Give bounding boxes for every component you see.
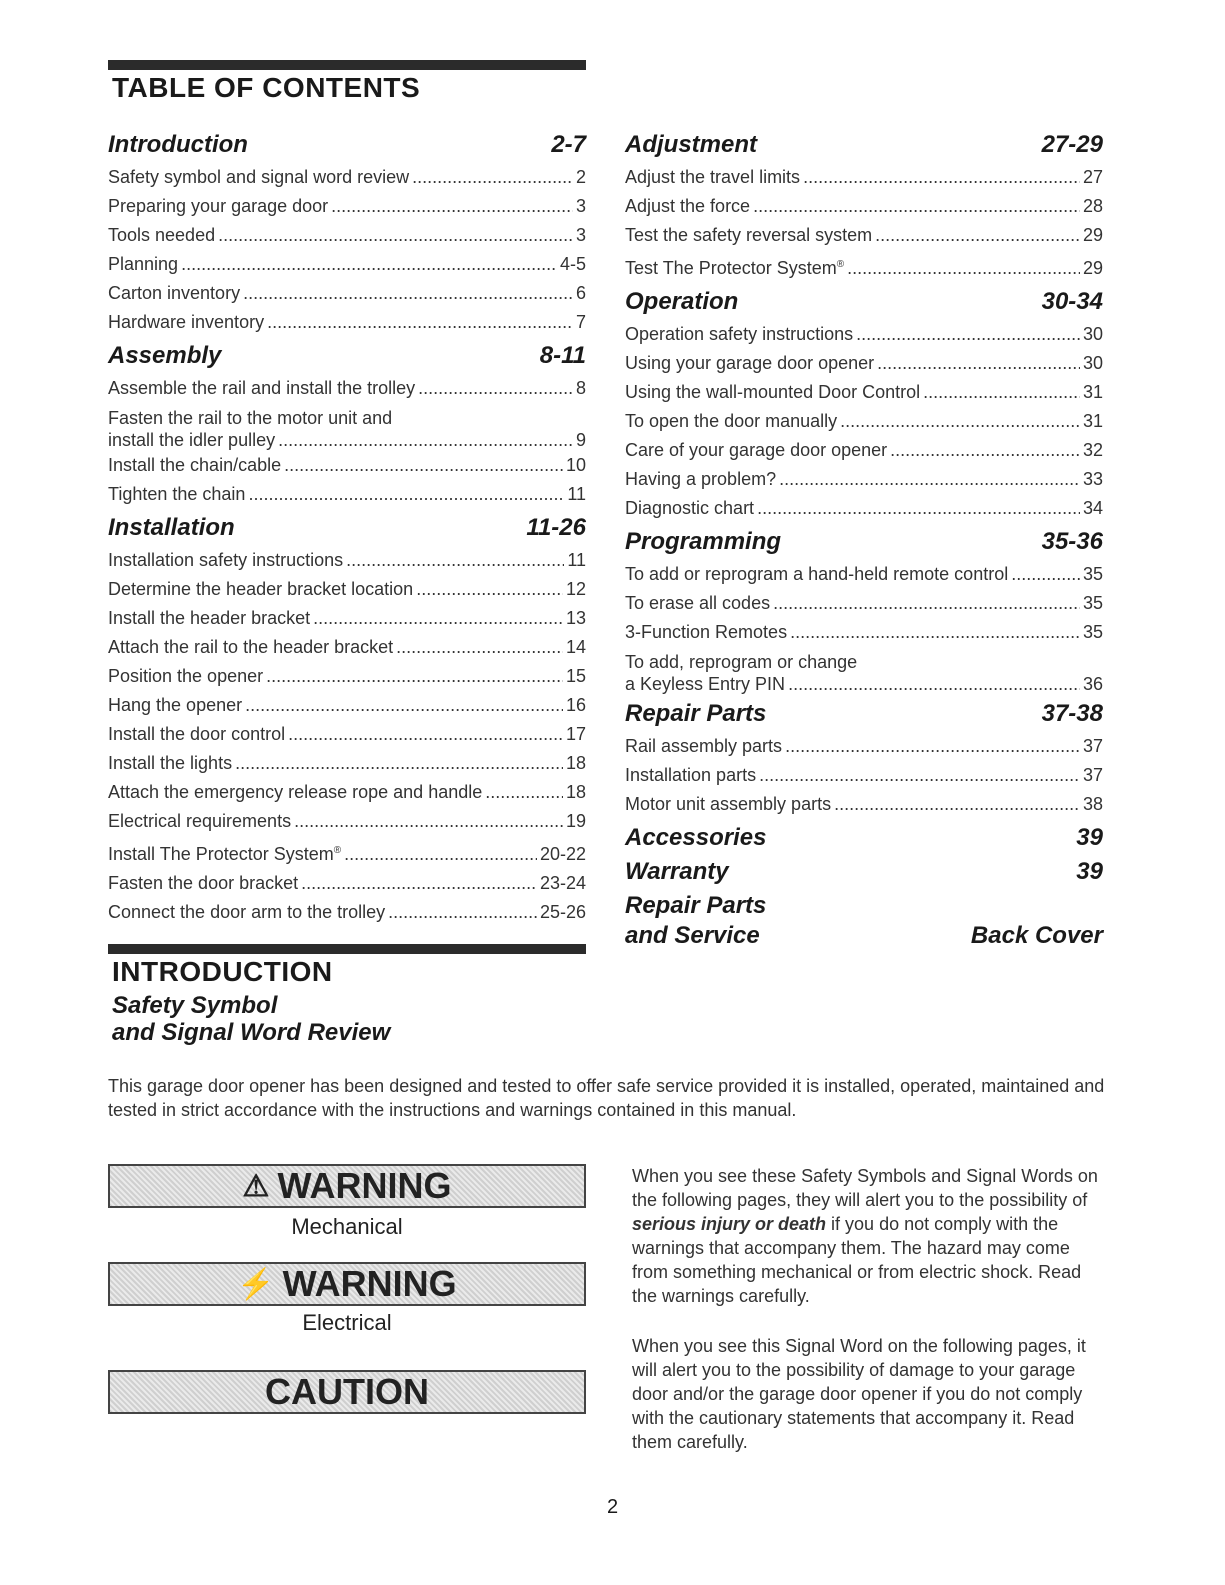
toc-section-heading [625, 527, 1103, 557]
toc-entry-page: 25-26 [539, 902, 586, 922]
toc-leader-dots [235, 749, 563, 778]
warning-label-electrical: WARNING [282, 1263, 457, 1304]
toc-section-title [625, 527, 781, 557]
toc-entry-text: Test the safety reversal system [625, 225, 873, 245]
toc-entry [625, 163, 1103, 192]
toc-leader-dots [785, 732, 1080, 761]
toc-entry-text-line2: install the idler pulley [108, 430, 276, 450]
toc-section-heading [625, 130, 1103, 160]
para1-text-c: if you do not comply with the warnings that accompany them. The hazard may come from something mechanical or from electric shock. Read the warnings carefully. [632, 1214, 1082, 1306]
toc-entry [108, 633, 586, 662]
toc-section-pages: 39 [1076, 858, 1103, 885]
toc-leader-dots [288, 720, 563, 749]
toc-entry-page: 28 [1082, 196, 1103, 216]
toc-entry [108, 250, 586, 279]
toc-leader-dots [877, 349, 1080, 378]
toc-section-title [625, 823, 766, 853]
toc-entry-text: To add, reprogram or change [625, 652, 858, 672]
toc-entry [625, 761, 1103, 790]
toc-section-title [625, 857, 729, 887]
toc-entry-page: 3 [575, 196, 586, 216]
toc-entry-page: 30 [1082, 353, 1103, 373]
intro-paragraph: This garage door opener has been designed and tested to offer safe service provided it is installed, operated, maintained and tested in strict accordance with the instructions and warnings contained in this manual. [108, 1076, 1105, 1120]
toc-section-title [108, 341, 221, 371]
toc-entry-text: Attach the emergency release rope and handle [108, 782, 483, 802]
toc-entry [625, 465, 1103, 494]
toc-entry [625, 221, 1103, 250]
toc-entry-text: Adjust the travel limits [625, 167, 801, 187]
toc-top-rule [108, 60, 586, 70]
toc-leader-dots [313, 604, 563, 633]
toc-section-title [625, 130, 757, 160]
toc-entry-text: Install The Protector System® [108, 844, 342, 864]
intro-rule [108, 944, 586, 954]
toc-entry-page: 29 [1082, 258, 1103, 278]
para1-text-a: When you see these Safety Symbols and Signal Words on the following pages, they will alert you to the possibility of [632, 1166, 1098, 1210]
toc-entry-page: 32 [1082, 440, 1103, 460]
toc-entry-text: Hang the opener [108, 695, 243, 715]
toc-leader-dots [834, 790, 1080, 819]
toc-entry-text-line2: a Keyless Entry PIN [625, 674, 786, 694]
toc-left-column [108, 126, 586, 927]
toc-entry-text: Assemble the rail and install the trolley [108, 378, 416, 398]
toc-entry-page: 36 [1082, 674, 1103, 694]
toc-leader-dots [331, 192, 573, 221]
toc-section-heading [625, 891, 1103, 951]
toc-section-pages: 2-7 [551, 131, 586, 158]
toc-leader-dots [278, 429, 573, 451]
toc-entry [108, 163, 586, 192]
toc-leader-dots [418, 374, 573, 403]
toc-section-pages: 11-26 [526, 514, 586, 541]
toc-leader-dots [790, 618, 1080, 647]
toc-leader-dots [284, 451, 563, 480]
toc-entry-page: 2 [575, 167, 586, 187]
toc-leader-dots [181, 250, 557, 279]
toc-entry-text: Attach the rail to the header bracket [108, 637, 394, 657]
toc-leader-dots [773, 589, 1080, 618]
toc-section-title-text: Installation [108, 514, 235, 541]
toc-section-pages: 27-29 [1041, 131, 1103, 158]
toc-section-heading [625, 857, 1103, 887]
toc-entry-text: To add or reprogram a hand-held remote control [625, 564, 1009, 584]
toc-entry [625, 320, 1103, 349]
toc-entry-text: Tighten the chain [108, 484, 246, 504]
toc-entry-text: Diagnostic chart [625, 498, 755, 518]
toc-entry-page: 14 [565, 637, 586, 657]
electric-shock-triangle-icon: ⚡ [237, 1267, 275, 1301]
toc-entry-page: 35 [1082, 593, 1103, 613]
toc-entry [625, 349, 1103, 378]
toc-leader-dots [412, 163, 573, 192]
toc-entry [108, 807, 586, 836]
toc-entry-page: 12 [565, 579, 586, 599]
toc-section-heading [108, 341, 586, 371]
toc-entry-text: To erase all codes [625, 593, 771, 613]
toc-entry [108, 749, 586, 778]
toc-section-title-text: Programming [625, 528, 782, 555]
toc-entry [625, 407, 1103, 436]
registered-mark: ® [836, 259, 845, 270]
toc-section-title [625, 891, 766, 951]
toc-entry [108, 279, 586, 308]
toc-entry-text: Fasten the door bracket [108, 873, 299, 893]
toc-entry [108, 662, 586, 691]
page-number: 2 [606, 1496, 619, 1518]
toc-entry-text: Carton inventory [108, 283, 241, 303]
toc-section-heading [625, 287, 1103, 317]
toc-section-title-text: Repair Parts [625, 892, 767, 919]
toc-section-title [108, 130, 248, 160]
toc-entry [625, 378, 1103, 407]
toc-entry-text: Determine the header bracket location [108, 579, 414, 599]
toc-leader-dots [757, 494, 1080, 523]
toc-section-pages: 35-36 [1041, 528, 1103, 555]
toc-section-pages: 37-38 [1041, 700, 1103, 727]
toc-entry-text: Position the opener [108, 666, 264, 686]
toc-leader-dots [388, 898, 537, 927]
toc-right-column [625, 126, 1103, 954]
toc-leader-dots [243, 279, 573, 308]
toc-entry-text: Rail assembly parts [625, 736, 783, 756]
toc-entry-page: 6 [575, 283, 586, 303]
toc-leader-dots [294, 807, 563, 836]
toc-entry-page: 30 [1082, 324, 1103, 344]
toc-entry-text: Connect the door arm to the trolley [108, 902, 386, 922]
toc-entry [108, 451, 586, 480]
toc-entry [625, 560, 1103, 589]
toc-section-title-text: Operation [625, 288, 739, 315]
toc-entry-page: 27 [1082, 167, 1103, 187]
toc-entry-text: Using your garage door opener [625, 353, 875, 373]
toc-leader-dots [416, 575, 563, 604]
toc-entry [108, 546, 586, 575]
toc-leader-dots [847, 254, 1080, 283]
toc-section-title-text: Adjustment [625, 131, 757, 158]
toc-entry [108, 691, 586, 720]
toc-section-title-text: Introduction [108, 131, 248, 158]
toc-leader-dots [396, 633, 563, 662]
toc-entry-row [625, 673, 1103, 695]
intro-subtitle-line-1: Safety Symbol [112, 992, 278, 1019]
toc-leader-dots [267, 308, 573, 337]
toc-entry-text: Tools needed [108, 225, 216, 245]
warning-electrical-box [108, 1262, 586, 1306]
toc-entry-page: 11 [567, 484, 586, 504]
toc-entry-page: 4-5 [559, 254, 586, 274]
toc-entry-text: To open the door manually [625, 411, 838, 431]
caution-box [108, 1370, 586, 1414]
toc-leader-dots [759, 761, 1080, 790]
toc-entry [625, 651, 1103, 695]
toc-section-heading [625, 823, 1103, 853]
toc-entry [108, 575, 586, 604]
toc-entry-page: 10 [565, 455, 586, 475]
toc-entry-page: 29 [1082, 225, 1103, 245]
intro-subtitle-line-2: and Signal Word Review [112, 1019, 391, 1046]
warning-label: WARNING [277, 1165, 452, 1206]
toc-entry [108, 407, 586, 451]
toc-entry [108, 374, 586, 403]
toc-section-heading [108, 513, 586, 543]
toc-entry [625, 732, 1103, 761]
registered-mark: ® [333, 845, 342, 856]
toc-entry-text: Installation safety instructions [108, 550, 344, 570]
mechanical-caption: Mechanical [291, 1214, 403, 1239]
toc-entry-page: 35 [1082, 622, 1103, 642]
toc-entry [108, 192, 586, 221]
toc-entry-page: 38 [1082, 794, 1103, 814]
toc-entry-text: Using the wall-mounted Door Control [625, 382, 921, 402]
toc-entry-text: Care of your garage door opener [625, 440, 888, 460]
toc-leader-dots [346, 546, 564, 575]
toc-section-title [625, 699, 766, 729]
toc-entry [625, 790, 1103, 819]
toc-leader-dots [890, 436, 1080, 465]
toc-leader-dots [266, 662, 563, 691]
intro-title: INTRODUCTION [112, 956, 333, 987]
toc-leader-dots [779, 465, 1080, 494]
toc-entry-text: Install the lights [108, 753, 233, 773]
toc-entry-text: Test The Protector System® [625, 258, 845, 278]
toc-entry-text: Install the door control [108, 724, 286, 744]
toc-entry-page: 19 [565, 811, 586, 831]
toc-entry-text: Motor unit assembly parts [625, 794, 832, 814]
toc-entry [625, 618, 1103, 647]
toc-entry [625, 436, 1103, 465]
toc-entry-page: 33 [1082, 469, 1103, 489]
toc-entry [108, 308, 586, 337]
caution-label: CAUTION [265, 1371, 429, 1412]
toc-entry-page: 3 [575, 225, 586, 245]
safety-symbols-paragraph [632, 1164, 1102, 1308]
toc-entry-page: 15 [565, 666, 586, 686]
intro-subtitle [112, 992, 390, 1046]
toc-entry-page: 17 [565, 724, 586, 744]
toc-section-pages: 8-11 [539, 342, 586, 369]
toc-leader-dots [856, 320, 1080, 349]
toc-entry-text: Install the header bracket [108, 608, 311, 628]
toc-entry-page: 20-22 [539, 844, 586, 864]
toc-section-heading [625, 699, 1103, 729]
toc-leader-dots [875, 221, 1080, 250]
toc-entry-page: 18 [565, 782, 586, 802]
toc-entry-page: 11 [567, 550, 586, 570]
toc-entry-page: 35 [1082, 564, 1103, 584]
para1-emphasis: serious injury or death [632, 1214, 827, 1234]
toc-entry-text: 3-Function Remotes [625, 622, 788, 642]
toc-section-title-line2: and Service [625, 922, 760, 949]
toc-entry [625, 494, 1103, 523]
toc-leader-dots [840, 407, 1080, 436]
toc-entry-text: Operation safety instructions [625, 324, 854, 344]
toc-entry [108, 720, 586, 749]
toc-section-pages: Back Cover [970, 922, 1103, 949]
toc-leader-dots [485, 778, 563, 807]
toc-entry [108, 836, 586, 869]
toc-leader-dots [301, 869, 537, 898]
toc-entry-text: Adjust the force [625, 196, 751, 216]
toc-entry [108, 898, 586, 927]
toc-entry-text: Preparing your garage door [108, 196, 329, 216]
toc-section-title-text: Warranty [625, 858, 729, 885]
toc-entry [625, 192, 1103, 221]
toc-leader-dots [753, 192, 1080, 221]
toc-leader-dots [344, 840, 537, 869]
toc-section-title [625, 287, 738, 317]
toc-entry-page: 37 [1082, 765, 1103, 785]
toc-entry-text: Fasten the rail to the motor unit and [108, 408, 393, 428]
toc-section-title [108, 513, 235, 543]
toc-entry-page: 18 [565, 753, 586, 773]
electrical-caption: Electrical [302, 1310, 392, 1335]
toc-entry [625, 589, 1103, 618]
toc-section-title-text: Assembly [108, 342, 222, 369]
toc-leader-dots [248, 480, 564, 509]
toc-entry-text: Install the chain/cable [108, 455, 282, 475]
toc-leader-dots [245, 691, 563, 720]
toc-entry [108, 604, 586, 633]
toc-entry-page: 34 [1082, 498, 1103, 518]
toc-entry-page: 31 [1082, 382, 1103, 402]
toc-entry-page: 31 [1082, 411, 1103, 431]
toc-entry-text: Having a problem? [625, 469, 777, 489]
toc-entry-text: Safety symbol and signal word review [108, 167, 410, 187]
toc-entry [108, 778, 586, 807]
toc-entry [108, 480, 586, 509]
caution-paragraph: When you see this Signal Word on the following pages, it will alert you to the possibility of damage to your garage door and/or the garage door opener if you do not comply with the cautionary statements that accompany it. Read them carefully. [632, 1336, 1086, 1452]
warning-mechanical-box [108, 1164, 586, 1208]
toc-entry-page: 37 [1082, 736, 1103, 756]
warning-triangle-icon: ⚠ [242, 1169, 270, 1203]
toc-entry-page: 7 [575, 312, 586, 332]
toc-entry-text: Electrical requirements [108, 811, 292, 831]
toc-entry-row [108, 429, 586, 451]
toc-leader-dots [1011, 560, 1080, 589]
toc-leader-dots [923, 378, 1080, 407]
toc-entry-page: 13 [565, 608, 586, 628]
toc-entry-page: 9 [575, 430, 586, 450]
toc-entry-page: 23-24 [539, 873, 586, 893]
toc-entry-text: Installation parts [625, 765, 757, 785]
toc-leader-dots [803, 163, 1080, 192]
toc-leader-dots [788, 673, 1080, 695]
toc-entry-text: Hardware inventory [108, 312, 265, 332]
toc-leader-dots [218, 221, 573, 250]
toc-section-pages: 30-34 [1041, 288, 1103, 315]
toc-entry-page: 16 [565, 695, 586, 715]
toc-entry-text: Planning [108, 254, 179, 274]
toc-entry [625, 250, 1103, 283]
toc-section-heading [108, 130, 586, 160]
toc-section-pages: 39 [1076, 824, 1103, 851]
toc-section-title-text: Repair Parts [625, 700, 767, 727]
toc-entry [108, 221, 586, 250]
toc-entry-page: 8 [575, 378, 586, 398]
toc-section-title-text: Accessories [625, 824, 767, 851]
toc-title: TABLE OF CONTENTS [112, 72, 421, 103]
toc-entry [108, 869, 586, 898]
